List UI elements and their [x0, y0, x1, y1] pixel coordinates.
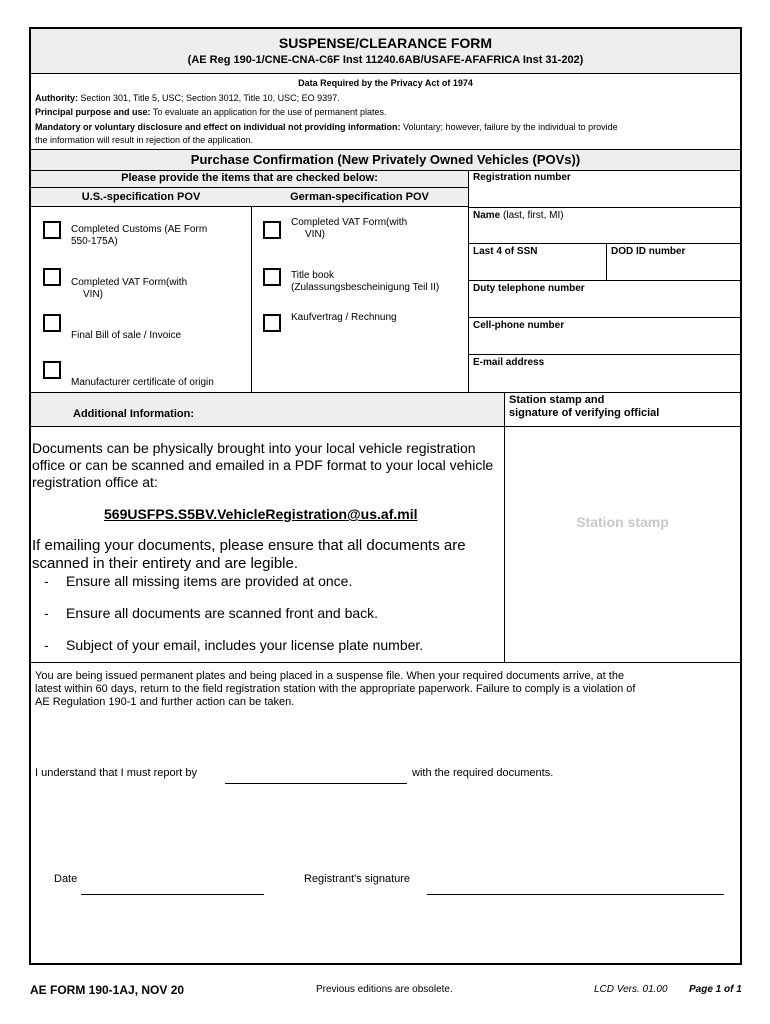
page-number: Page 1 of 1 — [689, 984, 742, 995]
form-title: SUSPENSE/CLEARANCE FORM — [278, 35, 493, 51]
email-label: E-mail address — [473, 357, 545, 368]
bullet-dash: - — [44, 637, 49, 653]
report-by-line — [225, 783, 407, 784]
divider — [468, 354, 740, 355]
privacy-mandatory-cont: the information will result in rejection of the application. — [35, 135, 254, 145]
report-by-suffix: with the required documents. — [412, 767, 554, 779]
registration-number-label: Registration number — [473, 172, 571, 183]
us-vat-checkbox[interactable] — [43, 268, 61, 286]
stamp-heading: Station stamp and signature of verifying official — [509, 394, 660, 419]
de-kaufvertrag-checkbox[interactable] — [263, 314, 281, 332]
form-subtitle: (AE Reg 190-1/CNE-CNA-C6F Inst 11240.6AB/USAFE-AFAFRICA Inst 31-202) — [187, 54, 584, 66]
bullet-item: Subject of your email, includes your license plate number. — [66, 637, 424, 653]
dod-id-field[interactable] — [607, 258, 740, 280]
name-label: Name (last, first, MI) — [473, 210, 564, 221]
de-item-title-book: Title book (Zulassungsbescheinigung Teil II) — [291, 270, 440, 293]
report-by-date-field[interactable] — [225, 764, 407, 784]
privacy-authority: Authority: Section 301, Title 5, USC; Section 3012, Title 10, USC; EO 9397. — [35, 93, 340, 103]
divider — [31, 206, 468, 207]
version-label: LCD Vers. 01.00 — [594, 984, 668, 995]
privacy-purpose: Principal purpose and use: To evaluate an application for the use of permanent plates. — [35, 107, 387, 117]
ssn-label: Last 4 of SSN — [473, 246, 538, 257]
suspense-notice: You are being issued permanent plates and being placed in a suspense file. When your required documents arrive, at the latest within 60 days, return to the field registration station with the appropriate paperwork. Failure to comply is a violation of AE Regulation 190-1 and further action can be taken. — [35, 670, 636, 708]
us-spec-heading: U.S.-specification POV — [81, 191, 201, 203]
bullet-item: Ensure all documents are scanned front and back. — [66, 605, 379, 621]
cell-phone-field[interactable] — [469, 333, 740, 354]
registration-email-link[interactable]: 569USFPS.S5BV.VehicleRegistration@us.af.mil — [104, 506, 418, 522]
date-field[interactable] — [81, 875, 264, 895]
date-label: Date — [54, 873, 78, 885]
de-spec-heading: German-specification POV — [290, 191, 429, 203]
ssn-field[interactable] — [469, 258, 605, 280]
dod-id-label: DOD ID number — [611, 246, 686, 257]
registrant-signature-field[interactable] — [427, 875, 724, 895]
us-customs-checkbox[interactable] — [43, 221, 61, 239]
us-item-customs: Completed Customs (AE Form 550-175A) — [71, 224, 208, 247]
de-item-vat: Completed VAT Form(with VIN) — [291, 217, 408, 240]
divider — [468, 243, 740, 244]
us-item-origin-certificate: Manufacturer certificate of origin — [71, 377, 214, 388]
duty-phone-field[interactable] — [469, 296, 740, 317]
report-by-label: I understand that I must report by — [35, 767, 198, 779]
signature-label: Registrant's signature — [304, 873, 411, 885]
divider — [468, 317, 740, 318]
de-item-kaufvertrag: Kaufvertrag / Rechnung — [291, 312, 397, 323]
purchase-heading: Purchase Confirmation (New Privately Owned Vehicles (POVs)) — [190, 152, 581, 167]
instructions-paragraph: Documents can be physically brought into your local vehicle registration office or can be scanned and emailed in a PDF format to your local vehicle registration office at: — [32, 440, 494, 490]
registration-number-field[interactable] — [469, 185, 740, 206]
duty-phone-label: Duty telephone number — [473, 283, 585, 294]
divider — [468, 207, 740, 208]
email-instructions: If emailing your documents, please ensure that all documents are scanned in their entirety and are legible. — [32, 537, 466, 572]
additional-info-label: Additional Information: — [73, 408, 194, 420]
divider — [31, 73, 740, 74]
privacy-heading: Data Required by the Privacy Act of 1974 — [298, 78, 473, 88]
station-stamp-placeholder[interactable]: Station stamp — [576, 514, 669, 530]
divider — [468, 280, 740, 281]
bullet-dash: - — [44, 573, 49, 589]
divider — [31, 187, 468, 188]
name-field[interactable] — [469, 222, 740, 243]
signature-line — [427, 894, 724, 895]
bullet-dash: - — [44, 605, 49, 621]
de-vat-checkbox[interactable] — [263, 221, 281, 239]
de-title-book-checkbox[interactable] — [263, 268, 281, 286]
us-item-bill-of-sale: Final Bill of sale / Invoice — [71, 330, 182, 341]
divider — [31, 662, 740, 663]
email-field[interactable] — [469, 370, 740, 392]
obsolete-notice: Previous editions are obsolete. — [316, 984, 453, 995]
checklist-instruction: Please provide the items that are checked below: — [121, 172, 378, 184]
divider — [31, 426, 740, 427]
us-origin-certificate-checkbox[interactable] — [43, 361, 61, 379]
us-item-vat: Completed VAT Form(with VIN) — [71, 277, 188, 300]
us-bill-of-sale-checkbox[interactable] — [43, 314, 61, 332]
date-line — [81, 894, 264, 895]
column-divider — [251, 207, 252, 392]
cell-phone-label: Cell-phone number — [473, 320, 565, 331]
bullet-item: Ensure all missing items are provided at once. — [66, 573, 353, 589]
form-number: AE FORM 190-1AJ, NOV 20 — [30, 983, 185, 997]
privacy-mandatory: Mandatory or voluntary disclosure and effect on individual not providing information: Voluntary; however, failure by the individual to provide — [35, 122, 618, 132]
